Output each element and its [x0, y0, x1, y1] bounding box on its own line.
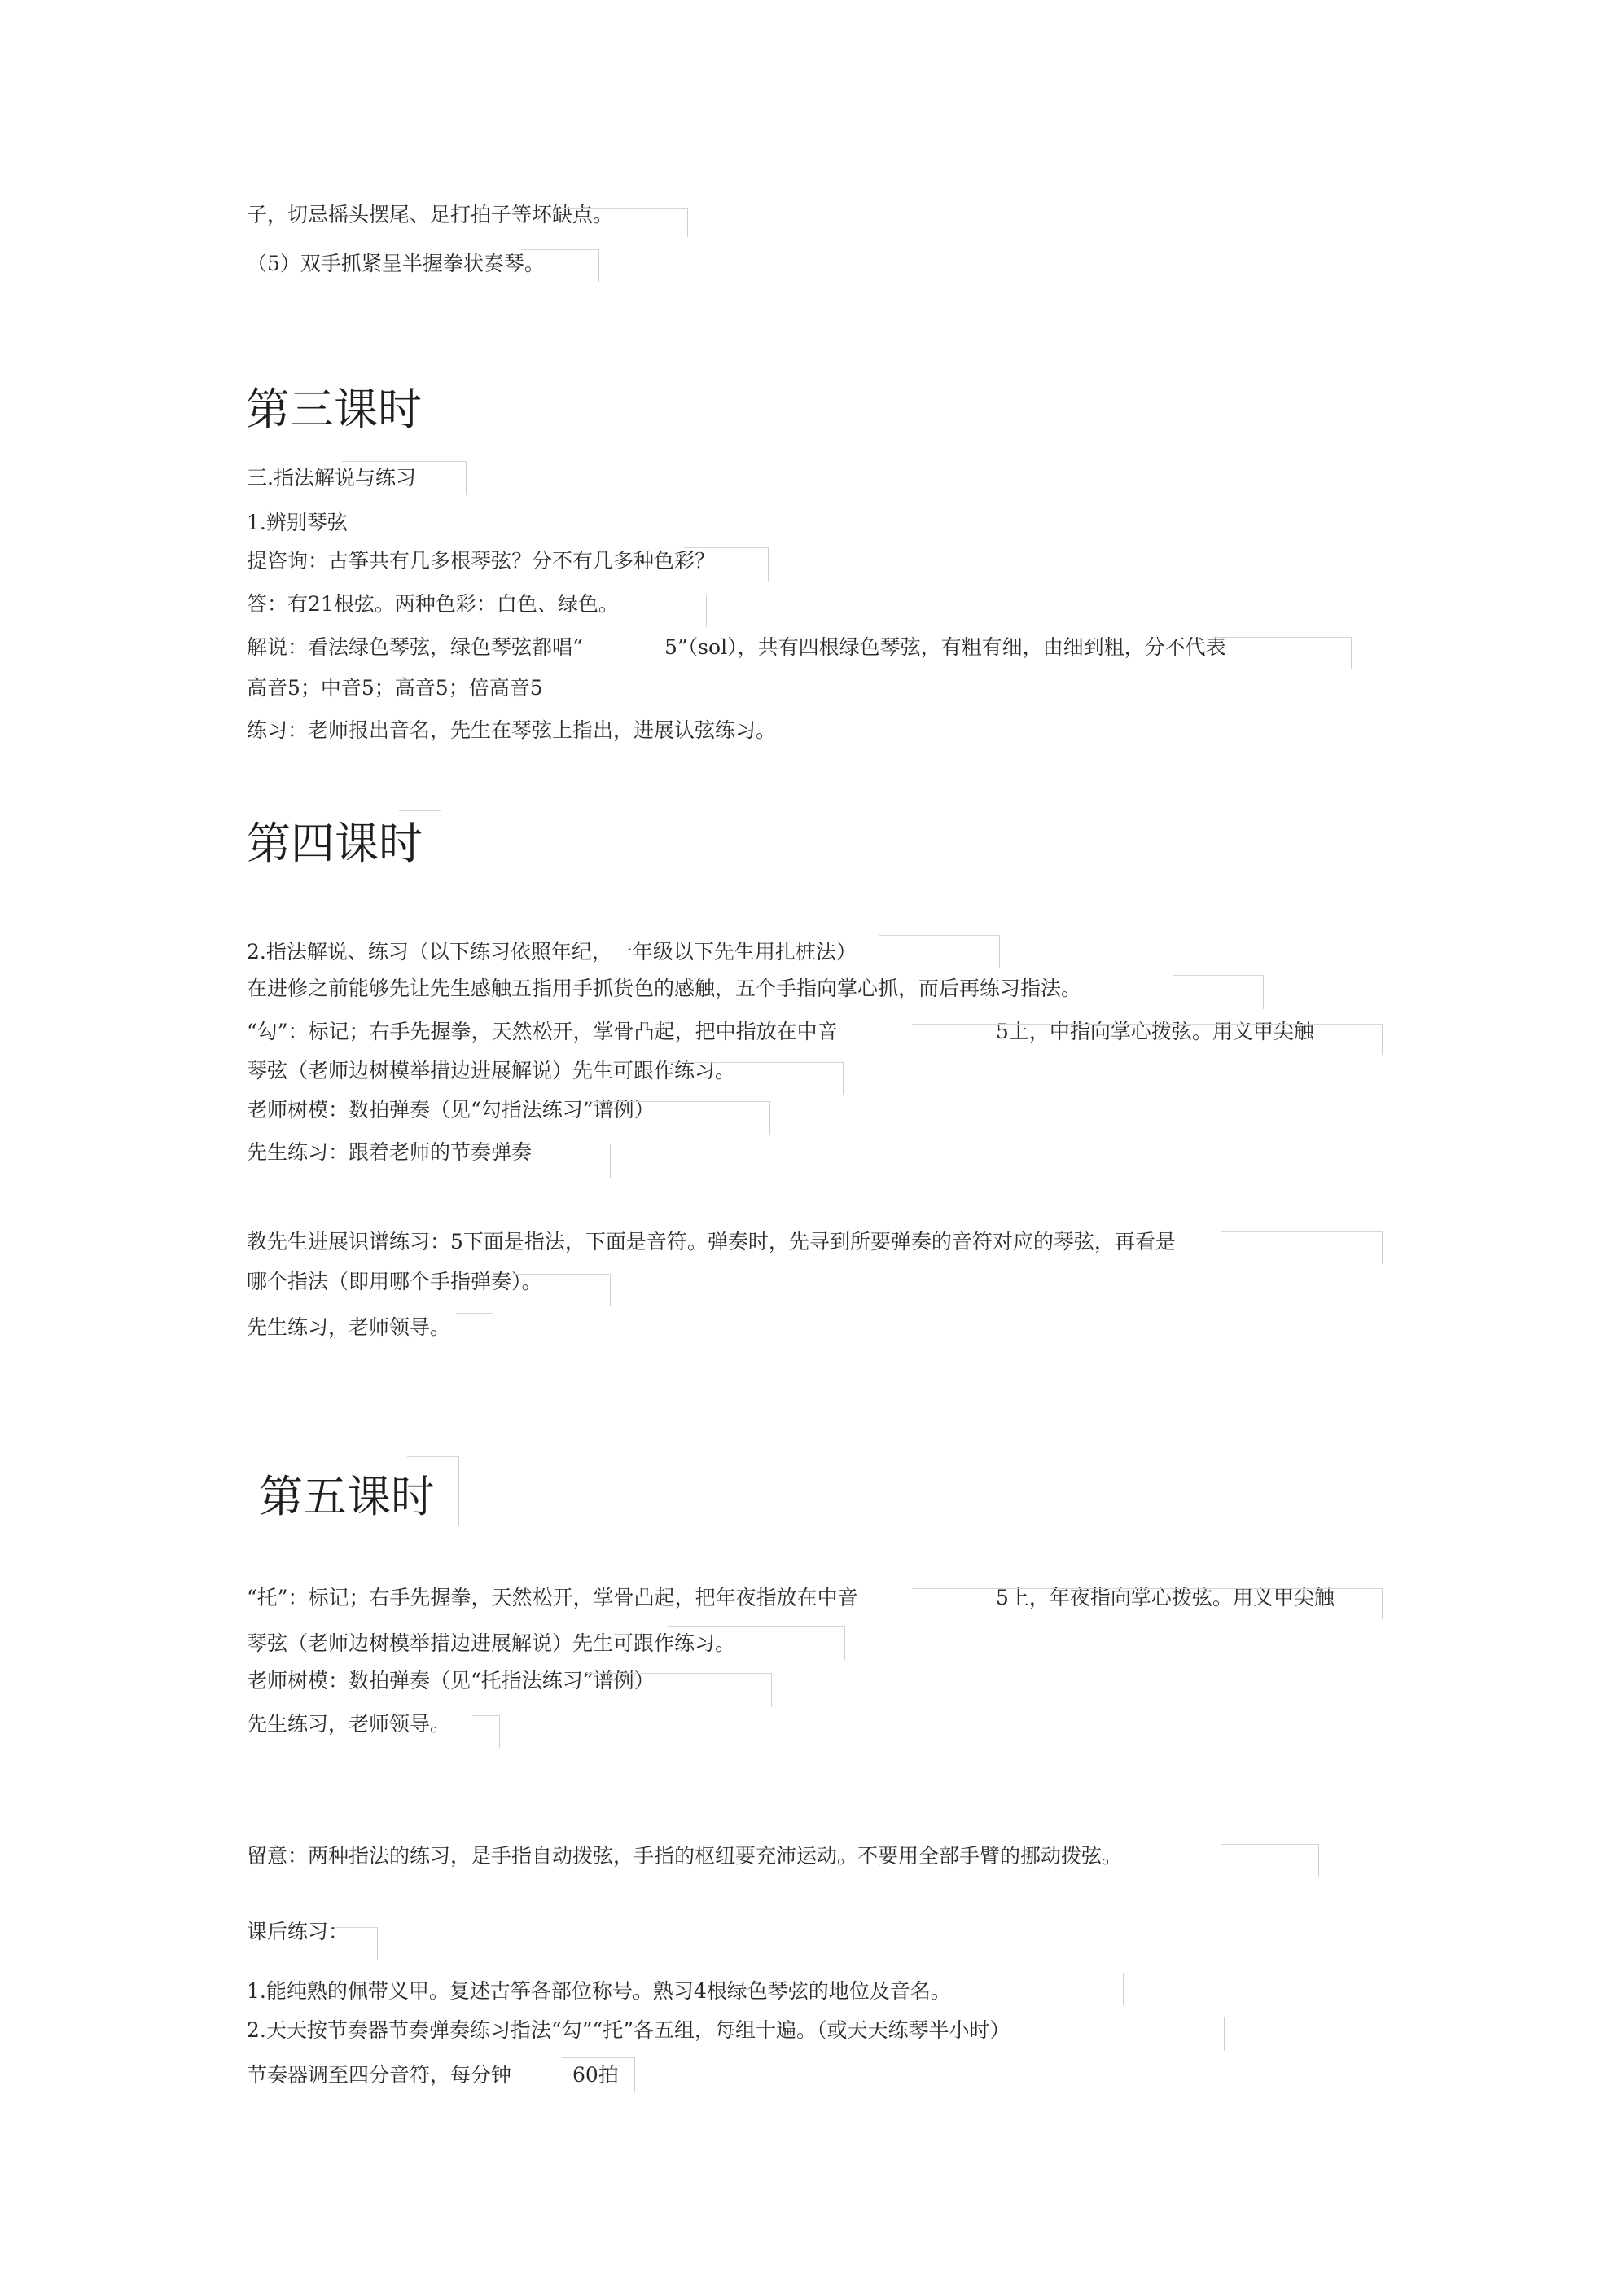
teach-line-cont: 哪个指法（即用哪个手指弹奏）。 — [247, 1270, 542, 1293]
subsection-heading: 1.辨别琴弦 — [247, 511, 348, 534]
demo-line: 老师树模：数拍弹奏（见“托指法练习”谱例） — [247, 1669, 655, 1692]
homework-item: 2.天天按节奏器节奏弹奏练习指法“勾”“托”各五组，每组十遍。（或天天练琴半小时） — [247, 2018, 1010, 2042]
layout-mark — [1026, 2017, 1225, 2051]
homework-heading: 课后练习： — [247, 1920, 349, 1943]
guide-line: 先生练习，老师领导。 — [247, 1315, 451, 1339]
answer-line: 答：有21根弦。两种色彩：白色、绿色。 — [247, 592, 619, 616]
layout-mark — [879, 935, 1000, 968]
subsection-heading: 2.指法解说、练习（以下练习依照年纪，一年级以下先生用扎桩法） — [247, 940, 857, 964]
guide-line: 先生练习，老师领导。 — [247, 1712, 451, 1736]
layout-mark — [472, 1715, 500, 1748]
layout-mark — [1173, 975, 1264, 1009]
teach-line: 教先生进展识谱练习：5下面是指法，下面是音符。弹奏时，先寻到所要弹奏的音符对应的琴弦，再看是 — [247, 1230, 1176, 1253]
practice-line: 练习：老师报出音名，先生在琴弦上指出，进展认弦练习。 — [247, 718, 777, 742]
text-segment: 5上，中指向掌心拨弦。用义甲尖触 — [996, 1020, 1314, 1043]
demo-line: 老师树模：数拍弹奏（见“勾指法练习”谱例） — [247, 1098, 655, 1122]
text-segment: “勾”：标记；右手先握拳，天然松开，掌骨凸起，把中指放在中音 — [247, 1020, 838, 1043]
text-segment: 5上，年夜指向掌心拨弦。用义甲尖触 — [996, 1586, 1335, 1609]
lesson-4-heading: 第四课时 — [247, 818, 423, 869]
text-segment: 节奏器调至四分音符，每分钟 — [247, 2063, 512, 2087]
layout-mark — [1221, 1231, 1383, 1264]
text-segment: 5”（sol），共有四根绿色琴弦，有粗有细，由细到粗，分不代表 — [664, 635, 1226, 659]
follow-line: 先生练习：跟着老师的节奏弹奏 — [247, 1140, 533, 1164]
lesson-5-heading: 第五课时 — [259, 1471, 435, 1522]
text-line: 子，切忌摇头摆尾、足打拍子等坏缺点。 — [247, 203, 614, 226]
text-segment: 60拍 — [572, 2063, 619, 2087]
gou-line-cont: 琴弦（老师边树模举措边进展解说）先生可跟作练习。 — [247, 1059, 736, 1082]
lesson-3-heading: 第三课时 — [246, 384, 422, 435]
homework-item: 1.能纯熟的佩带义甲。复述古筝各部位称号。熟习4根绿色琴弦的地位及音名。 — [247, 1979, 951, 2003]
text-line: （5）双手抓紧呈半握拳状奏琴。 — [247, 252, 545, 275]
note-line: 留意：两种指法的练习，是手指自动拨弦，手指的枢纽要充沛运动。不要用全部手臂的挪动拨弦。 — [247, 1844, 1123, 1868]
tuo-line-cont: 琴弦（老师边树模举措边进展解说）先生可跟作练习。 — [247, 1631, 736, 1655]
layout-mark — [456, 1313, 493, 1349]
question-line: 提咨询：古筝共有几多根琴弦？分不有几多种色彩？ — [247, 549, 716, 573]
layout-mark — [1213, 637, 1352, 669]
layout-mark — [806, 722, 892, 754]
intro-line: 在进修之前能够先让先生感触五指用手抓货色的感触，五个手指向掌心抓，而后再练习指法。 — [247, 977, 1082, 1000]
layout-mark — [554, 1144, 611, 1178]
layout-mark — [945, 1973, 1124, 2005]
layout-mark — [1221, 1844, 1319, 1877]
pitch-line: 高音5；中音5；高音5；倍高音5 — [247, 676, 543, 700]
text-segment: 解说：看法绿色琴弦，绿色琴弦都唱“ — [247, 635, 583, 659]
text-segment: “托”：标记；右手先握拳，天然松开，掌骨凸起，把年夜指放在中音 — [247, 1586, 858, 1609]
section-heading: 三.指法解说与练习 — [247, 466, 416, 489]
